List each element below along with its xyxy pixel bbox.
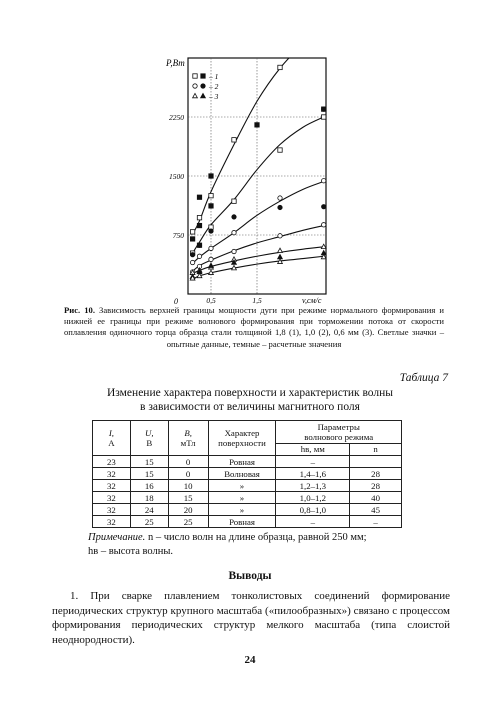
caption-text: Зависимость верхней границы мощности дуги при режиме нормального формирования и нижней ее границы при режиме волнового формирования при торможении потока от скорости оплавления одиночного торца образца стали толщиной 1,8 (1), 1,0 (2), 0,6 мм (3). Светлые значки – опытные данные, темные – расчетные значения <box>64 305 444 349</box>
figure-caption <box>64 305 444 350</box>
note-label: Примечание. <box>88 532 146 543</box>
point-filled-2 <box>322 107 326 111</box>
table-title-line2: в зависимости от величины магнитного поля <box>140 401 360 413</box>
point-open-1 <box>322 115 326 119</box>
chart-ticks <box>169 113 262 305</box>
header-surface: Характер поверхности <box>208 421 276 456</box>
point-open-2 <box>209 257 213 261</box>
caption-number: Рис. 10. <box>64 305 95 315</box>
point-open-2 <box>322 223 326 227</box>
table-cell: » <box>208 480 276 492</box>
note-line1: n – число волн на длине образца, равной 250 мм; <box>145 532 367 543</box>
point-filled-2 <box>190 252 194 256</box>
legend-open-marker <box>193 93 198 97</box>
point-filled-3 <box>278 254 283 258</box>
y-tick-label: 750 <box>172 231 184 240</box>
point-open-2 <box>322 179 326 183</box>
table-cell <box>350 456 402 468</box>
page-number: 24 <box>244 654 256 666</box>
point-filled-2 <box>197 243 201 247</box>
table-cell: 20 <box>168 504 208 516</box>
table-note <box>88 531 367 559</box>
table-cell: 0 <box>168 456 208 468</box>
table-cell: » <box>208 492 276 504</box>
point-open-2 <box>278 196 282 200</box>
point-open-2 <box>232 230 236 234</box>
point-open-1 <box>190 230 194 234</box>
point-open-2 <box>209 246 213 250</box>
legend-label: – 2 <box>209 82 219 91</box>
point-open-2 <box>197 254 201 258</box>
table-row <box>93 456 402 468</box>
origin-label: 0 <box>174 297 178 305</box>
point-open-1 <box>197 215 201 219</box>
legend-label: – 1 <box>209 72 219 81</box>
table-row <box>93 468 402 480</box>
legend-label: – 3 <box>209 92 219 101</box>
table-cell: 0 <box>168 468 208 480</box>
table-row <box>93 492 402 504</box>
table-cell: – <box>350 516 402 528</box>
header-wave-count: n <box>350 444 402 456</box>
data-table <box>92 420 402 528</box>
table-cell: 28 <box>350 480 402 492</box>
header-wave-params: Параметры волнового режима <box>276 421 402 444</box>
table-cell: Волновая <box>208 468 276 480</box>
legend-open-marker <box>193 74 197 78</box>
x-tick-label: 0,5 <box>206 296 216 305</box>
table-cell: 32 <box>93 516 131 528</box>
table-cell: 1,0–1,2 <box>276 492 350 504</box>
point-open-1 <box>209 193 213 197</box>
table-cell: 25 <box>168 516 208 528</box>
conclusions-heading: Выводы <box>228 570 272 582</box>
table-cell: 18 <box>130 492 168 504</box>
chart-curves <box>193 27 324 280</box>
table-cell: 32 <box>93 492 131 504</box>
y-axis-label: P,Вт <box>166 58 185 68</box>
table-cell: 16 <box>130 480 168 492</box>
chart-legend <box>193 72 219 101</box>
header-field: B, мТл <box>168 421 208 456</box>
legend-filled-marker <box>201 84 205 88</box>
point-filled-2 <box>322 204 326 208</box>
header-current: I, А <box>93 421 131 456</box>
point-filled-2 <box>278 205 282 209</box>
table-cell: 1,2–1,3 <box>276 480 350 492</box>
point-open-1 <box>232 199 236 203</box>
point-filled-1 <box>197 195 201 199</box>
table-cell: 10 <box>168 480 208 492</box>
point-filled-2 <box>232 215 236 219</box>
table-cell: 32 <box>93 468 131 480</box>
point-filled-3 <box>209 263 214 267</box>
point-open-1 <box>278 65 282 69</box>
point-filled-1 <box>209 174 213 178</box>
point-open-3 <box>321 244 326 248</box>
table-cell: » <box>208 504 276 516</box>
note-line2: hв – высота волны. <box>88 546 174 557</box>
point-open-1 <box>278 148 282 152</box>
table-cell: 25 <box>130 516 168 528</box>
table-cell: 24 <box>130 504 168 516</box>
table-cell: 45 <box>350 504 402 516</box>
legend-open-marker <box>193 84 197 88</box>
power-vs-speed-chart <box>0 0 500 305</box>
y-tick-label: 2250 <box>169 113 184 122</box>
table-cell: 15 <box>130 468 168 480</box>
header-voltage: U, В <box>130 421 168 456</box>
table-cell: 15 <box>168 492 208 504</box>
table-title-line1: Изменение характера поверхности и характеристик волны <box>106 387 394 399</box>
header-wave-height: hв, мм <box>276 444 350 456</box>
point-filled-2 <box>209 229 213 233</box>
table-row <box>93 504 402 516</box>
point-open-2 <box>190 260 194 264</box>
point-filled-1 <box>209 204 213 208</box>
point-open-3 <box>278 248 283 252</box>
conclusions-paragraph: 1. При сварке плавлением тонколистовых соединений формирование периодических структур крупного масштаба («пилообразных») связано с процессом формирования периодических структур мелкого масштаба (типа слоистой неоднородности). <box>52 590 450 646</box>
table-cell: 40 <box>350 492 402 504</box>
table-cell: – <box>276 456 350 468</box>
table-row <box>93 480 402 492</box>
legend-filled-marker <box>201 93 206 97</box>
table-cell: 23 <box>93 456 131 468</box>
table-cell: 0,8–1,0 <box>276 504 350 516</box>
table-cell: 32 <box>93 504 131 516</box>
table-cell: Ровная <box>208 516 276 528</box>
point-filled-1 <box>190 237 194 241</box>
table-cell: – <box>276 516 350 528</box>
x-axis-label: v,см/с <box>302 296 322 305</box>
table-label: Таблица 7 <box>399 372 448 384</box>
table-cell: Ровная <box>208 456 276 468</box>
point-filled-1 <box>255 123 259 127</box>
table-cell: 28 <box>350 468 402 480</box>
table-cell: 15 <box>130 456 168 468</box>
point-filled-1 <box>197 223 201 227</box>
table-row <box>93 516 402 528</box>
point-open-2 <box>232 249 236 253</box>
legend-filled-marker <box>201 74 205 78</box>
x-tick-label: 1,5 <box>252 296 262 305</box>
table-cell: 32 <box>93 480 131 492</box>
y-tick-label: 1500 <box>169 172 184 181</box>
point-open-2 <box>278 234 282 238</box>
point-open-1 <box>232 138 236 142</box>
table-cell: 1,4–1,6 <box>276 468 350 480</box>
